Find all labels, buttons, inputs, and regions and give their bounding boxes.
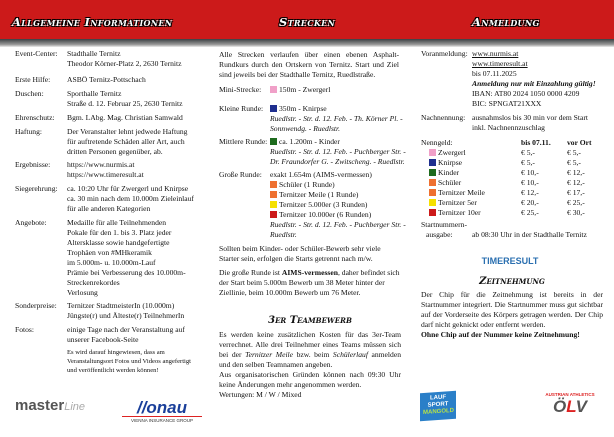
info-line: Sporthalle Ternitz <box>67 89 122 98</box>
fee-late: € 5,- <box>567 148 581 157</box>
label: Voranmeldung: <box>421 49 468 58</box>
info-line: Der Veranstalter lehnt jedwede Haftung <box>67 127 188 136</box>
t: Der Chip für die Zeitnehmung ist bereits in der Startnummer integriert. Die Startnummer muss gut sichtbar auf der Vorderseite des Körpers getragen werden. Der Chip darf nicht geknickt oder entfernt werden. <box>421 290 603 329</box>
info-line: Altersklasse sowie handgefertigte <box>67 238 170 247</box>
text: 150m - Zwergerl <box>279 85 331 94</box>
note-starts: Sollten beim Kinder- oder Schüler-Bewerb sehr viele Starter sein, erfolgen die Starts getrennt nach m/w. <box>219 244 381 263</box>
fee-label: Nenngeld: <box>421 138 453 147</box>
info-row <box>15 160 144 180</box>
info-value <box>67 127 187 157</box>
strecken-intro: Alle Strecken verlaufen über einen ebenen Asphalt-Rundkurs durch den Ortskern von Ternitz. Start und Ziel sind jeweils bei der Stadthalle Ternitz, Ruedlstraße. <box>219 50 399 79</box>
startnummern-text: ab 08:30 Uhr in der Stadthalle Ternitz <box>472 230 587 239</box>
t: Ternitzer Meile <box>245 350 294 359</box>
info-value <box>67 325 185 345</box>
label: Nachnennung: <box>421 113 466 122</box>
info-line: Bgm. LAbg. Mag. Christian Samwald <box>67 113 183 122</box>
timeresult-link[interactable]: www.timeresult.at <box>472 59 528 68</box>
category: Ternitzer 5er <box>438 198 477 207</box>
t: , daher befindet sich der Start beim 5.000m Bewerb um 38 Meter hinter der Ziellinie, beim 10.000m Bewerb um 76 Meter. <box>219 268 400 297</box>
info-line: https://www.nurmis.at <box>67 160 135 169</box>
info-line: dritten Personen gegenüber, ab. <box>67 147 163 156</box>
info-row <box>15 75 146 85</box>
nurmis-link[interactable]: www.nurmis.at <box>472 49 519 58</box>
info-label: Ergebnisse: <box>15 160 51 169</box>
category-color-icon <box>429 209 436 216</box>
nachnennung <box>421 113 588 133</box>
info-line: Prämie bei Verbesserung des 10.000m- <box>67 268 186 277</box>
header-middle-title: Strecken <box>279 15 336 29</box>
team-text <box>219 330 401 400</box>
col-late: vor Ort <box>567 138 592 147</box>
info-label: Fotos: <box>15 325 34 334</box>
voranmeldung <box>421 49 596 109</box>
zeitnehmung-text <box>421 290 603 340</box>
item: Ternitzer 10.000er (6 Runden) <box>279 210 372 219</box>
fee-late: € 12,- <box>567 178 585 187</box>
note-line: und veröffentlicht werden können! <box>67 367 159 374</box>
info-line: Pokale für den 1. bis 3. Platz jeder <box>67 228 172 237</box>
header-left-title: Allgemeine Informationen <box>12 15 173 29</box>
info-line: unserer Facebook-Seite <box>67 335 139 344</box>
grosse-runde <box>219 170 406 240</box>
info-row <box>15 301 184 321</box>
info-line: Trophäen von #MHkeramik <box>67 248 152 257</box>
route: Ruedlstr. - Str. d. 12. Feb. - Puchberger Str. - <box>270 220 406 229</box>
info-label: Sonderpreise: <box>15 301 57 310</box>
info-row <box>15 127 187 157</box>
category-color-icon <box>429 189 436 196</box>
t: inkl. Nachnennzuschlag <box>472 123 545 132</box>
category-color-icon <box>429 149 436 156</box>
info-value <box>67 160 144 180</box>
category-color-icon <box>429 199 436 206</box>
info-line: Verlosung <box>67 288 98 297</box>
label: Mini-Strecke: <box>219 85 262 94</box>
info-label: Angebote: <box>15 218 47 227</box>
info-value <box>67 218 186 298</box>
t: Schülerlauf <box>332 350 368 359</box>
red-square-icon <box>270 211 277 218</box>
info-label: Haftung: <box>15 127 42 136</box>
info-line: Medaille für alle Teilnehmenden <box>67 218 167 227</box>
fee-row <box>421 188 592 198</box>
fee-early: € 5,- <box>521 148 535 157</box>
item: Ternitzer 5.000er (3 Runden) <box>279 200 368 209</box>
oelv-logo: AUSTRIAN ATHLETICS ÖLV <box>545 392 595 416</box>
category: Ternitzer 10er <box>438 208 481 217</box>
fee-row <box>421 168 592 178</box>
category-color-icon <box>429 159 436 166</box>
t: Ohne Chip auf der Nummer keine Zeitnehmung! <box>421 330 580 339</box>
timeresult-logo: TIMERESULT <box>481 256 539 266</box>
label: Große Runde: <box>219 170 262 179</box>
info-value <box>67 89 183 109</box>
text: exakt 1.654m (AIMS-vermessen) <box>270 170 372 179</box>
header-right-title: Anmeldung <box>472 15 540 29</box>
fee-late: € 5,- <box>567 158 581 167</box>
info-line: für alle anderen Kategorien <box>67 204 151 213</box>
fee-early: € 10,- <box>521 168 539 177</box>
team-title: 3er Teambewerb <box>268 315 352 326</box>
fee-row <box>421 148 592 158</box>
mini-strecke <box>219 85 330 95</box>
kleine-runde <box>219 104 403 134</box>
info-row <box>15 325 185 345</box>
zeitnehmung-title: Zeitnehmung <box>479 276 545 287</box>
fee-table <box>421 138 592 218</box>
green-square-icon <box>270 138 277 145</box>
info-line: für auftretende Schäden aller Art, auch <box>67 137 185 146</box>
info-value <box>67 113 183 123</box>
t: ausnahmslos bis 30 min vor dem Start <box>472 113 589 122</box>
startnummern-label <box>421 220 467 240</box>
donau-subtitle: VIENNA INSURANCE GROUP <box>130 418 193 423</box>
info-row <box>15 49 182 69</box>
t: Die große Runde ist <box>219 268 282 277</box>
info-line: Jüngste(r) und Älteste(r) TeilnehmerIn <box>67 311 185 320</box>
t: ausgabe: <box>426 230 453 239</box>
note-line: Es wird darauf hingewiesen, dass am <box>67 349 165 356</box>
category: Knirpse <box>438 158 463 167</box>
bic: BIC: SPNGAT21XXX <box>472 99 542 108</box>
info-label: Duschen: <box>15 89 44 98</box>
item: Schüler (1 Runde) <box>279 180 335 189</box>
donau-logo: //onau VIENNA INSURANCE GROUP <box>122 399 202 424</box>
text: ca. 1.200m - Kinder <box>279 137 340 146</box>
fee-header <box>421 138 592 148</box>
t: anmelden und den selben Teamnamen angeben. <box>219 350 401 369</box>
route: Dr. Fraundorfer G. - Zwitscheng. - Ruedlstr. <box>270 157 405 166</box>
category: Kinder <box>438 168 460 177</box>
blue-square-icon <box>270 105 277 112</box>
info-line: Streckenrekordes <box>67 278 120 287</box>
category-color-icon <box>429 169 436 176</box>
info-line: einige Tage nach der Veranstaltung auf <box>67 325 185 334</box>
deadline: bis 07.11.2025 <box>472 69 517 78</box>
info-line: im 5.000m- u. 10.000m-Lauf <box>67 258 156 267</box>
route: Ruedlstr. - Str. d. 12. Feb. - Th. Körner Pl. - <box>270 114 403 123</box>
label: Mittlere Runde: <box>219 137 268 146</box>
t: bzw. beim <box>293 350 333 359</box>
info-line: Theodor Körner-Platz 2, 2630 Ternitz <box>67 59 182 68</box>
item: Ternitzer Meile (1 Runde) <box>279 190 359 199</box>
info-row <box>15 113 183 123</box>
header-shadow <box>0 39 614 47</box>
route: Ruedlstr. <box>270 230 297 239</box>
fee-early: € 25,- <box>521 208 539 217</box>
info-row <box>15 89 183 109</box>
laufsport-logo: LAUF SPORT MANGOLD <box>420 391 456 422</box>
info-line: ASBÖ Ternitz-Pottschach <box>67 75 146 84</box>
info-label: Siegerehrung: <box>15 184 58 193</box>
pink-square-icon <box>270 86 277 93</box>
photo-note <box>67 348 191 375</box>
masterline-logo: masterLine <box>15 397 85 414</box>
yellow-square-icon <box>270 201 277 208</box>
category: Schüler <box>438 178 462 187</box>
t: Startnummern- <box>421 220 467 229</box>
text: 350m - Knirpse <box>279 104 327 113</box>
fee-early: € 12,- <box>521 188 539 197</box>
t: Es werden keine zusätzlichen Kosten für das 3er-Team verrechnet. Alle drei Teilnehmer eines Teams müssen sich bei der <box>219 330 401 359</box>
info-value <box>67 75 146 85</box>
fee-early: € 10,- <box>521 178 539 187</box>
info-label: Erste Hilfe: <box>15 75 51 84</box>
col-early: bis 07.11. <box>521 138 551 147</box>
info-value <box>67 184 194 214</box>
category: Ternitzer Meile <box>438 188 485 197</box>
note-aims <box>219 268 401 298</box>
info-row <box>15 184 194 214</box>
info-line: Ternitzer StadtmeisterIn (10.000m) <box>67 301 175 310</box>
category-color-icon <box>429 179 436 186</box>
t: Aus organisatorischen Gründen können nach 09:30 Uhr keine Änderungen mehr angenommen werden. <box>219 370 401 389</box>
route: Sonnwendg. - Ruedlstr. <box>270 124 341 133</box>
fee-row <box>421 198 592 208</box>
info-line: Stadthalle Ternitz <box>67 49 121 58</box>
info-label: Ehrenschutz: <box>15 113 55 122</box>
info-line: Straße d. 12. Februar 25, 2630 Ternitz <box>67 99 183 108</box>
category: Zwergerl <box>438 148 466 157</box>
fee-late: € 25,- <box>567 198 585 207</box>
fee-late: € 12,- <box>567 168 585 177</box>
t: AIMS-vermessen <box>281 268 338 277</box>
orange-square-icon <box>270 191 277 198</box>
route: Ruedlstr. - Str. d. 12. Feb. - Puchberger Str. - <box>270 147 406 156</box>
fee-row <box>421 178 592 188</box>
orange-square-icon <box>270 181 277 188</box>
info-line: https://www.timeresult.at <box>67 170 144 179</box>
payment-note: Anmeldung nur mit Einzahlung gültig! <box>472 79 596 88</box>
fee-early: € 5,- <box>521 158 535 167</box>
info-label: Event-Center: <box>15 49 58 58</box>
info-value <box>67 301 184 321</box>
fee-row <box>421 158 592 168</box>
fee-row <box>421 208 592 218</box>
info-value <box>67 49 182 69</box>
t: Wertungen: M / W / Mixed <box>219 390 302 399</box>
fee-late: € 30,- <box>567 208 585 217</box>
info-line: ca. 10:20 Uhr für Zwergerl und Knirpse <box>67 184 189 193</box>
mittlere-runde <box>219 137 406 167</box>
info-row <box>15 218 186 298</box>
iban: IBAN: AT80 2024 1050 0000 4209 <box>472 89 580 98</box>
fee-late: € 17,- <box>567 188 585 197</box>
info-line: ca. 30 min nach dem 10.000m Zieleinlauf <box>67 194 194 203</box>
fee-early: € 20,- <box>521 198 539 207</box>
note-line: Veranstaltungsort Fotos und Videos angefertigt <box>67 358 192 365</box>
label: Kleine Runde: <box>219 104 264 113</box>
